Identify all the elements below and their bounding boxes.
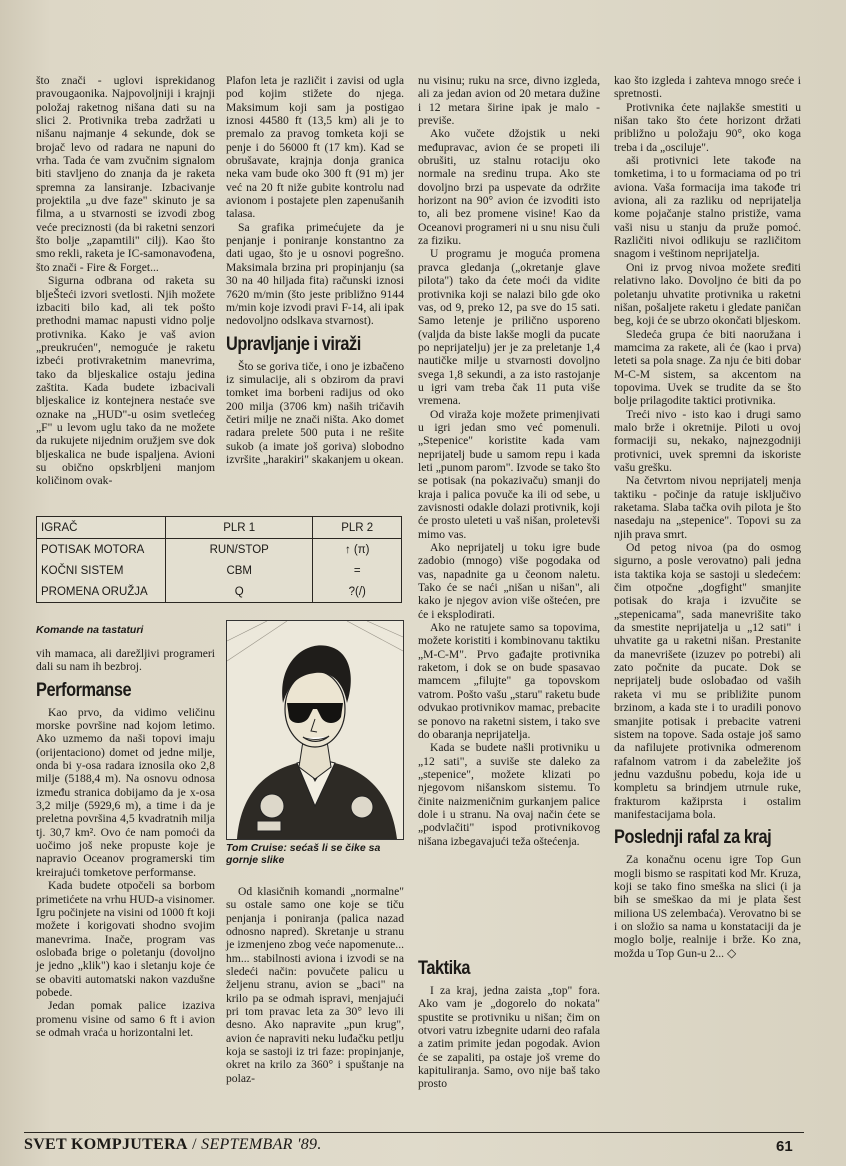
paragraph: Kada se budete našli protivniku u „12 sati", a suviše ste daleko za „stepenice", možete klizati po njegovom nišanskom sistemu. To činite naizmeničnim gurkanjem palice dole i u stranu. Na ovaj način ćete se „podvlačiti" ispod protivnikovog nišana izbegavajući teža oštećenja. xyxy=(418,741,600,848)
tom-cruise-illustration xyxy=(226,620,404,840)
table-caption: Komande na tastaturi xyxy=(36,624,144,636)
paragraph: Na četvrtom nivou neprijatelj menja taktiku - počinje da ratuje isključivo raketama. Slaba tačka ovih pilota je što nasedaju na „stepenice". Topovi su za njih prava smrt. xyxy=(614,474,801,541)
end-mark-icon: ◇ xyxy=(726,945,737,960)
paragraph: U programu je moguća promena pravca gledanja („okretanje glave pilota") tako da ćete moći da vidite protivnika koji se nalazi bilo gde oko vas, od 9, preko 12, pa sve do 15 sati. Samo letenje je prilično usporeno (valjda da biste lakše mogli da pucate po neprijatelju) jer je za preletanje 1,4 nautičke milje u stvarnosti dovoljno svega 1,8 sekundi, a za isto rastojanje u igri vam treba čak 11 puta više vremena. xyxy=(418,247,600,408)
paragraph: vih mamaca, ali darežljivi programeri dali su nam ih bezbroj. xyxy=(36,647,215,674)
paragraph: Ako vučete džojstik u neki međupravac, avion će se propeti ili obrušiti, uz stalnu rotaciju oko normale na sredinu trupa. Ako ste dovoljno brzi pa uspevate da održite horizont na 90° avion će izvoditi isto to, ali bez promene visine! Kao da Oceanovi programeri ni u snu nisu čuli za fiziku. xyxy=(418,127,600,248)
table-cell: CBM xyxy=(166,560,313,581)
section-heading-performanse: Performanse xyxy=(36,679,132,701)
paragraph: I za kraj, jedna zaista „top" fora. Ako vam je „dogorelo do nokata" spustite se protivniku u nišan; čim on otvori vatru izbegnite udarni deo rafala a zatim primite jedan pogodak. Avion će se zapaliti, pa ostaje još vreme do kapituliranja. Samo, ovo nije baš tako prosto xyxy=(418,984,600,1091)
column-4 xyxy=(614,74,801,960)
table-row xyxy=(37,560,402,581)
section-heading-taktika: Taktika xyxy=(418,958,471,979)
table-cell: ?(/) xyxy=(313,581,402,603)
paragraph: Treći nivo - isto kao i drugi samo malo brže i okretnije. Piloti u ovoj formaciji su, nekako, najnezgodniji protivnici, uvek spremni da iskoriste vašu grešku. xyxy=(614,407,801,474)
table-header: IGRAČ xyxy=(37,517,166,539)
portrait-drawing-icon xyxy=(227,621,403,839)
column-1-top xyxy=(36,74,215,488)
paragraph: Ako neprijatelj u toku igre bude zadobio (mnogo) više pogodaka od vas, napadnite ga u čeonom naletu. Tako će se naći „nišan u nišan", ali kako je njegov avion više oštećen, pre će i eksplodirati. xyxy=(418,541,600,621)
paragraph: aši protivnici lete takođe na tomketima, i to u formaciama od po tri aviona. Vaša formacija ima takođe tri aviona, ali za razliku od neprijatelja kome pojačanje stalno pristiže, vama vaši nisu u stanju da pruže pomoć. Različiti nivoi odlikuju se različitom snagom i veštinom neprijatelja. xyxy=(614,154,801,261)
table-header: PLR 1 xyxy=(166,517,313,539)
paragraph: Oni iz prvog nivoa možete sređiti relativno lako. Dovoljno će biti da po poletanju uhvatite protivnika u raketni nišan, pošaljete raketu i gledate paničan beg, koji će se ubrzo okončati bljeskom. xyxy=(614,260,801,328)
paragraph: Što se goriva tiče, i ono je izbačeno iz simulacije, ali s obzirom da pravi tomket ima borbeni radijus od oko 200 milja (3706 km) naših tričavih četiri milje ne znači ništa. Ako domet radara prelete 500 puta i ne rešite sukob (a imate još goriva) slobodno izvršite „harakiri" skakanjem u okean. xyxy=(226,359,404,466)
magazine-name: SVET KOMPJUTERA xyxy=(24,1136,188,1153)
photo-caption: Tom Cruise: sećaš li se čike sa gornje slike xyxy=(226,842,381,866)
paragraph: Kada budete otpočeli sa borbom primetićete na vrhu HUD-a visinomer. Igru počinjete na visini od 1000 ft koji možete i korigovati shodno svojim manevrima. Inače, program vas oslobađa brige o poletanju (dovoljno je jedno „klik") kao i sletanju koje će se obaviti automatski nakon vazdušne pobede. xyxy=(36,879,215,999)
table-cell: ↑ (π) xyxy=(313,539,402,561)
paragraph: Kao prvo, da vidimo veličinu morske površine nad kojom letimo. Ako uzmemo da naši topovi imaju (orijentaciono) domet od jedne milje, onda bi y-osa radara iznosila oko 2,8 milje (5188,4 m). Na osnovu odnosa između stranica dobijamo da je x-osa 3,2 milje (5929,6 m), a time i da je preletna površina 4,5 kvadratnih milja tj. 30,7 km². Ovo će nam pomoći da uočimo još neke propuste koje je napravio Oceanov programerski tim kreirajući tomketove performanse. xyxy=(36,705,215,879)
paragraph: Sledeća grupa će biti naoružana i mamcima za rakete, ali će (kao i prva) leteti sa pola snage. Za nju će biti dobar M-C-M sistem, sa akcentom na topovima. Uvek se trudite da se što bolje prilagodite taktici protivnika. xyxy=(614,327,801,408)
footer-rule xyxy=(24,1132,804,1133)
issue-date: SEPTEMBAR '89. xyxy=(201,1136,322,1153)
table-row xyxy=(37,581,402,603)
column-3-bottom xyxy=(418,952,600,1091)
paragraph xyxy=(614,853,801,960)
table-header-row xyxy=(37,517,402,539)
paragraph: što znači - uglovi isprekidanog pravougaonika. Najpovoljniji i krajnji položaj raketnog nišana dati su na slici 2. Protivnika treba zadržati u nišanu najmanje 4 sekunde, dok se brojač levo od radara ne napuni do vrha. Tada će vam zvučnim signalom biti stavljeno do znanja da je raketa spremna za lansiranje. Izbacivanje projektila „u dve faze" skinuto je sa filma, a u stvarnosti se izvodi zbog veće preciznosti (da bi raketni senzori što bolje „zapamtili" cilj). Kao što smo rekli, raketa je IC-samonavođena, što znači - Fire & Forget... xyxy=(36,74,215,274)
table-cell: RUN/STOP xyxy=(166,539,313,561)
footer-magazine-title xyxy=(24,1136,322,1154)
table-cell: POTISAK MOTORA xyxy=(37,539,166,561)
column-2-bottom xyxy=(226,885,404,1085)
table-cell: = xyxy=(313,560,402,581)
paragraph: Protivnika ćete najlakše smestiti u nišan tako što ćete horizont držati približno u položaju 90°, oko koga treba i da „osciluje". xyxy=(614,100,801,154)
column-3-top xyxy=(418,74,600,848)
table-cell: KOČNI SISTEM xyxy=(37,560,166,581)
paragraph: Sa grafika primećujete da je penjanje i poniranje konstantno za dati ugao, što je u osnovi pogrešno. Maksimala brzina pri propinjanju (sa 30 na 40 hiljada fita) računski iznosi 7620 m/min (što jeste približno 9144 m/min koje izvodi pravi F-14, ali ipak nedovoljno odslkava stvarnost). xyxy=(226,220,404,328)
table-cell: PROMENA ORUŽJA xyxy=(37,581,166,603)
paragraph: Od klasičnih komandi „normalne" su ostale samo one koje se tiču penjanja i poniranja (palica nazad odnosno napred). Skretanje u stranu je izmenjeno zbog veće napomenute... hm... stabilnosti aviona i izvodi se na sledeći način: povučete palicu u željenu stranu, avion se „baci" na krilo pa se odmah ispravi, menjajući pri tom pravac leta za 30° levo ili desno. Ako napravite „pun krug", avion će napraviti neku luđačku petlju koja se sastoji iz tri faze: propinjanje, okret na krilo za 360° i spuštanje na polaz- xyxy=(226,885,404,1085)
controls-table xyxy=(36,516,402,603)
paragraph: Jedan pomak palice izaziva promenu visine od samo 6 ft i avion se odmah vraća u horizontalni let. xyxy=(36,999,215,1039)
paragraph: Ako ne ratujete samo sa topovima, možete koristiti i kombinovanu taktiku „M-C-M". Prvo gađajte protivnika raketom, i dok se on bude spasavao mamcem „filujte" ga topovskom vatrom. Pošto vašu „staru" raketu bude odvukao protivnikov mamac, prebacite se ponovo na raketni sistem, i tako sve do obaranja neprijatelja. xyxy=(418,621,600,741)
paragraph: kao što izgleda i zahteva mnogo sreće i spretnosti. xyxy=(614,74,801,101)
section-heading-upravljanje: Upravljanje i viraži xyxy=(226,333,361,355)
column-2-top xyxy=(226,74,404,466)
section-heading-poslednji-rafal: Poslednji rafal za kraj xyxy=(614,827,772,849)
table-cell: Q xyxy=(166,581,313,603)
paragraph: Od petog nivoa (pa do osmog sigurno, a posle verovatno) pali jedna ista taktika koja se sastoji u sledećem: čim otpočne „dogfight" smanjite potisak do kraja i izvučite se „stepenicama", sada manevrišite tako da smestite neprijatelja u „12 sati" i uhvatite ga u raketni nišan. Prestanite da manevrišete (izuzev po potrebi) ali zato počnite da pucate. Dok se neprijatelj bude oslobađao od vaših raketa vi mu se približite punom brzinom, a kada ste i to uradili ponovo smanjite potisak i prebacite vatreni sistem na topove. Sada ostaje još samo da nafilujete protivnika odmerenom rafalnom vatrom i da zabeležite još jednu vazdušnu pobedu, koja ide u kompletu sa brindjem utrnule ruke, frakturom kažiprsta i ostalim manifestacijama bola. xyxy=(614,541,801,821)
table-row xyxy=(37,539,402,561)
paragraph: Od viraža koje možete primenjivati u igri jedan smo već pomenuli. „Stepenice" koristite kada vam neprijatelj bude u samom repu i kada leti „punom parom". Izvode se tako što se potisak (na pokazivaču) smanji do kraja i palica povuče ka ili od sebe, u zavisnosti odakle dolazi protivnik, koji će prosto uleteti u vaš nišan, proletevši mimo vas. xyxy=(418,407,600,541)
paragraph: nu visinu; ruku na srce, divno izgleda, ali za jedan avion od 20 metara dužine i 12 metara širine ipak je malo - previše. xyxy=(418,74,600,128)
paragraph-text: Za konačnu ocenu igre Top Gun mogli bismo se raspitati kod Mr. Kruza, koji se tako fino smeška na slici (i ja bih se smeškao da mi je plata šest miliona US zelembaća). Verovatno bi se i on složio sa nama u konstataciji da je moglo bolje, realnije i brže. Ko zna, možda u Top Gun-u 2... xyxy=(614,853,801,960)
table-header: PLR 2 xyxy=(313,517,402,539)
column-1-bottom xyxy=(36,647,215,1039)
footer-separator: / xyxy=(192,1136,197,1153)
page-number: 61 xyxy=(776,1138,793,1155)
paragraph: Plafon leta je različit i zavisi od ugla pod kojim stižete do njega. Maksimum koji sam ja postigao iznosi 44580 ft (13,5 km) ali je to premalo za pravog tomketa koji se penje i do 56000 ft (17 km). Kad se obrušavate, krajnja donja granica neka vam bude oko 300 ft (91 m) jer već na 20 ft niže gubite kontrolu nad avionom i postajete plen zapenušanih talasa. xyxy=(226,74,404,221)
paragraph: Sigurna odbrana od raketa su bljeŠteći izvori svetlosti. Njih možete izbaciti bilo kad, ali tek pošto prethodni mamac napusti vidno polje protivnika. Kako je vaš avion „preukrućen", nemoguće je raketu izbeći protivraketnim manevrima, tako da bljeskalice ostaju jedina zaštita. Kada budete izbacivali bljeskalice iz kontejnera nestaće sve oznake na „HUD"-u osim svetlećeg „F" u levom uglu tako da ne možete da rukujete nijednim oružjem sve dok bljeskalica ne bude ispaljena. Avioni su obično opskrbljeni manjom količinom ovak- xyxy=(36,274,215,488)
